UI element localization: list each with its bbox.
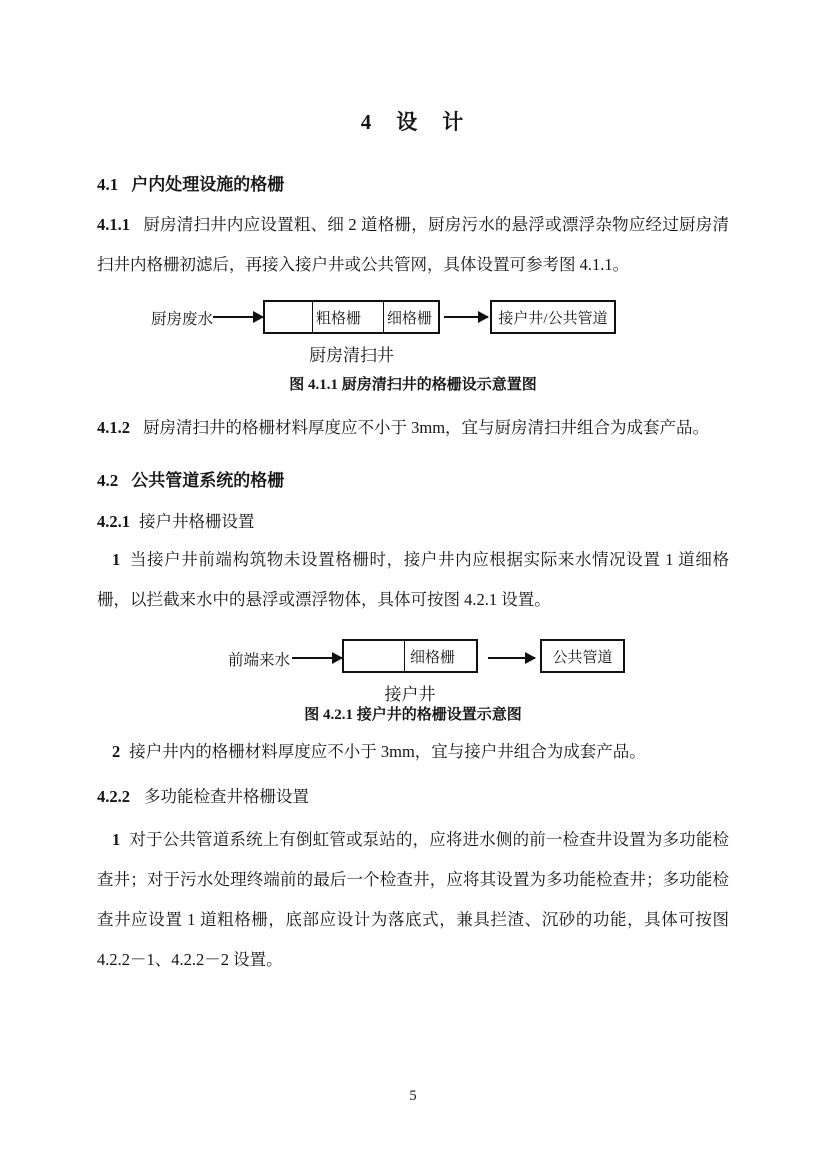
section-number: 4.1 bbox=[97, 175, 119, 194]
fine-screen-cell: 细格栅 bbox=[387, 310, 433, 327]
figure-4-2-1 bbox=[0, 636, 826, 731]
clause-text: 厨房清扫井的格栅材料厚度应不小于 3mm，宜与厨房清扫井组合为成套产品。 bbox=[143, 418, 710, 437]
figure-caption: 图 4.2.1 接户井的格栅设置示意图 bbox=[304, 707, 522, 723]
clause-number: 4.1.2 bbox=[97, 418, 130, 437]
target-box bbox=[490, 300, 616, 334]
target-label: 接户井/公共管道 bbox=[498, 310, 608, 327]
subsection-heading-text: 多功能检查井格栅设置 bbox=[144, 787, 309, 806]
figure-4-1-1 bbox=[0, 295, 826, 405]
subsection-heading-4-2-2 bbox=[97, 783, 729, 807]
flow-arrow-icon bbox=[213, 316, 263, 318]
chapter-title: 4 设 计 bbox=[360, 110, 466, 134]
clause-4-1-2 bbox=[97, 408, 729, 448]
target-box bbox=[540, 639, 625, 673]
flow-arrow-icon bbox=[488, 657, 535, 659]
clause-4-2-1-item-1 bbox=[97, 540, 729, 620]
kitchen-well-box bbox=[263, 300, 440, 334]
item-text: 接户井内的格栅材料厚度应不小于 3mm，宜与接户井组合为成套产品。 bbox=[129, 742, 646, 761]
house-connection-well-box bbox=[342, 639, 478, 673]
target-label: 公共管道 bbox=[552, 649, 613, 666]
item-text: 对于公共管道系统上有倒虹管或泵站的，应将进水侧的前一检查井设置为多功能检查井；对于污水处理终端前的最后一个检查井，应将其设置为多功能检查井；多功能检查井应设置 1 道粗格栅，底部应设计为落底式，兼具拦渣、沉砂的功能，具体可按图 4.2.2－1、4.2.2－2 设置。 bbox=[97, 830, 729, 969]
well-label: 接户井 bbox=[384, 685, 436, 704]
section-heading-4-2 bbox=[97, 466, 729, 491]
clause-4-2-2-item-1 bbox=[97, 820, 729, 980]
coarse-screen-cell: 粗格栅 bbox=[313, 302, 384, 332]
clause-text: 厨房清扫井内应设置粗、细 2 道格栅，厨房污水的悬浮或漂浮杂物应经过厨房清扫井内格栅初滤后，再接入接户井或公共管网，具体设置可参考图 4.1.1。 bbox=[97, 215, 729, 274]
clause-4-1-1 bbox=[97, 205, 729, 285]
flow-source-label: 厨房废水 bbox=[151, 311, 214, 328]
page-number: 5 bbox=[409, 1088, 417, 1104]
figure-caption: 图 4.1.1 厨房清扫井的格栅设示意置图 bbox=[289, 377, 537, 393]
well-inlet-cell bbox=[265, 302, 313, 332]
item-number: 1 bbox=[112, 830, 121, 849]
item-text: 当接户井前端构筑物未设置格栅时，接户井内应根据实际来水情况设置 1 道细格栅，以拦截来水中的悬浮或漂浮物体，具体可按图 4.2.1 设置。 bbox=[97, 550, 729, 609]
subsection-heading-text: 接户井格栅设置 bbox=[139, 512, 255, 531]
fine-screen-cell: 细格栅 bbox=[410, 649, 456, 666]
clause-4-2-1-item-2 bbox=[97, 732, 729, 772]
well-inlet-cell bbox=[344, 641, 405, 671]
section-number: 4.2 bbox=[97, 471, 119, 490]
flow-arrow-icon bbox=[292, 657, 342, 659]
section-heading-4-1 bbox=[97, 170, 729, 195]
flow-source-label: 前端来水 bbox=[228, 652, 291, 669]
section-heading-text: 户内处理设施的格栅 bbox=[131, 175, 285, 194]
item-number: 2 bbox=[112, 742, 121, 761]
clause-number: 4.1.1 bbox=[97, 215, 130, 234]
section-heading-text: 公共管道系统的格栅 bbox=[131, 471, 285, 490]
well-label: 厨房清扫井 bbox=[309, 346, 394, 365]
subsection-number: 4.2.2 bbox=[97, 787, 130, 806]
subsection-heading-4-2-1 bbox=[97, 508, 729, 532]
flow-arrow-icon bbox=[444, 316, 488, 318]
item-number: 1 bbox=[112, 550, 121, 569]
subsection-number: 4.2.1 bbox=[97, 512, 130, 531]
